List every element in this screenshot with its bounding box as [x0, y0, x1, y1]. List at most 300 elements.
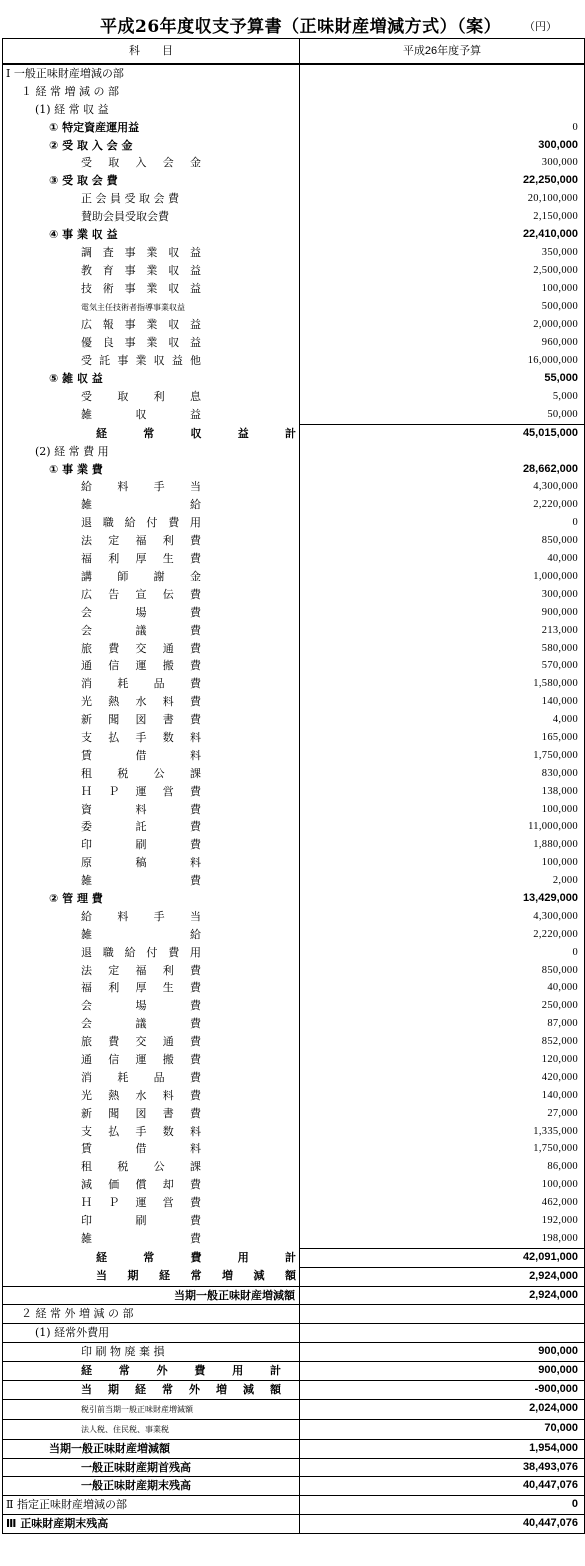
row-amount: 960,000	[300, 334, 585, 352]
table-row	[3, 443, 585, 461]
row-amount: 2,220,000	[300, 496, 585, 514]
row-label-text: 原稿料	[81, 856, 201, 870]
table-row	[3, 872, 585, 890]
row-label	[3, 872, 300, 890]
row-label	[3, 568, 300, 586]
row-amount: 900,000	[300, 1362, 585, 1381]
table-row	[3, 1051, 585, 1069]
row-amount: 28,662,000	[300, 461, 585, 479]
row-label	[3, 1015, 300, 1033]
row-amount: 2,150,000	[300, 208, 585, 226]
row-amount: 2,924,000	[300, 1267, 585, 1286]
row-label-text: 消耗品費	[81, 1070, 201, 1084]
row-amount: 55,000	[300, 370, 585, 388]
row-label-text: 当期一般正味財産増減額	[174, 1288, 295, 1302]
table-row	[3, 657, 585, 675]
table-row	[3, 729, 585, 747]
row-label	[3, 1105, 300, 1123]
table-row	[3, 208, 585, 226]
row-label	[3, 550, 300, 568]
row-amount: 300,000	[300, 586, 585, 604]
row-label-text: 旅費交通費	[81, 641, 201, 655]
row-label	[3, 783, 300, 801]
row-amount: 1,750,000	[300, 747, 585, 765]
row-label-text: 一般正味財産期首残高	[81, 1460, 191, 1474]
row-label	[3, 1051, 300, 1069]
table-row	[3, 1439, 585, 1458]
row-label	[3, 1176, 300, 1194]
table-row	[3, 1015, 585, 1033]
row-label-text: 技術事業収益	[81, 281, 201, 295]
row-label	[3, 172, 300, 190]
table-row	[3, 298, 585, 317]
row-amount: 0	[300, 119, 585, 137]
row-label-text: 正 会 員 受 取 会 費	[81, 192, 179, 206]
row-amount: 50,000	[300, 406, 585, 424]
table-row	[3, 944, 585, 962]
row-label	[3, 496, 300, 514]
row-amount: 300,000	[300, 137, 585, 155]
row-amount: 20,100,000	[300, 190, 585, 208]
row-amount: 1,580,000	[300, 675, 585, 693]
table-body	[3, 64, 585, 1534]
row-amount: 850,000	[300, 532, 585, 550]
row-label	[3, 388, 300, 406]
row-label	[3, 1496, 300, 1515]
table-row	[3, 1140, 585, 1158]
row-label	[3, 675, 300, 693]
row-label-text: 受取利息	[81, 390, 201, 404]
row-amount: 87,000	[300, 1015, 585, 1033]
table-row	[3, 908, 585, 926]
row-label-text: 広報事業収益	[81, 318, 201, 332]
row-label-text: 一般正味財産期末残高	[81, 1479, 191, 1493]
table-row	[3, 1381, 585, 1400]
row-label-text: 雑給	[81, 498, 201, 512]
row-label-text: 光熱水料費	[81, 1088, 201, 1102]
row-amount: 42,091,000	[300, 1248, 585, 1267]
table-header-row	[3, 39, 585, 65]
table-row	[3, 604, 585, 622]
row-label	[3, 1477, 300, 1496]
row-label-text: 当期一般正味財産増減額	[49, 1441, 170, 1455]
row-amount: -900,000	[300, 1381, 585, 1400]
row-label	[3, 1324, 300, 1343]
row-label-text: (1) 経常外費用	[35, 1326, 110, 1340]
row-amount: 16,000,000	[300, 352, 585, 370]
row-amount: 350,000	[300, 244, 585, 262]
row-label	[3, 711, 300, 729]
row-label-text: ② 管 理 費	[49, 891, 103, 905]
row-amount: 0	[300, 1496, 585, 1515]
row-label	[3, 818, 300, 836]
row-label-text: ① 特定資産運用益	[49, 120, 140, 134]
row-label-text: 雑費	[81, 1232, 201, 1246]
row-label	[3, 1399, 300, 1419]
row-amount: 2,000	[300, 872, 585, 890]
row-label-text: 講師謝金	[81, 569, 201, 583]
row-label-text: 資料費	[81, 802, 201, 816]
row-label-text: 減価償却費	[81, 1178, 201, 1192]
row-amount: 1,000,000	[300, 568, 585, 586]
row-label-text: ② 受 取 入 会 金	[49, 138, 133, 152]
row-label	[3, 1212, 300, 1230]
table-row	[3, 1248, 585, 1267]
row-amount: 38,493,076	[300, 1458, 585, 1477]
table-row	[3, 226, 585, 244]
row-label-text: 支払手数料	[81, 730, 201, 744]
row-amount: 1,750,000	[300, 1140, 585, 1158]
row-amount: 2,220,000	[300, 926, 585, 944]
row-label	[3, 514, 300, 532]
row-amount: 0	[300, 514, 585, 532]
row-amount: 2,924,000	[300, 1286, 585, 1305]
row-amount: 830,000	[300, 765, 585, 783]
row-amount: 120,000	[300, 1051, 585, 1069]
row-amount	[300, 443, 585, 461]
row-amount: 420,000	[300, 1069, 585, 1087]
row-amount	[300, 83, 585, 101]
table-row	[3, 1069, 585, 1087]
row-label	[3, 1458, 300, 1477]
row-label-text: 会場費	[81, 605, 201, 619]
row-label-text: １ 経 常 増 減 の 部	[21, 84, 119, 98]
row-label	[3, 443, 300, 461]
row-label-text: 通信運搬費	[81, 659, 201, 673]
row-amount: 40,000	[300, 550, 585, 568]
row-amount: 1,880,000	[300, 836, 585, 854]
row-label-text: ２ 経 常 外 増 減 の 部	[21, 1307, 134, 1321]
row-amount: 5,000	[300, 388, 585, 406]
row-amount: 100,000	[300, 801, 585, 819]
unit-label: （円）	[524, 20, 557, 33]
table-row	[3, 1212, 585, 1230]
row-label	[3, 1362, 300, 1381]
row-label-text: 給料手当	[81, 909, 201, 923]
row-label	[3, 1123, 300, 1141]
row-label-text: 経常収益計	[96, 426, 296, 440]
row-label-text: Ⅲ 正味財産期末残高	[6, 1517, 109, 1531]
table-row	[3, 424, 585, 442]
row-label-text: 受取入会金	[81, 156, 201, 170]
table-row	[3, 854, 585, 872]
row-label-text: 電気主任技術者指導事業収益	[81, 302, 185, 312]
row-amount	[300, 1324, 585, 1343]
table-row	[3, 1324, 585, 1343]
table-row	[3, 334, 585, 352]
row-label-text: ⑤ 雑 収 益	[49, 372, 103, 386]
row-label-text: 新聞図書費	[81, 713, 201, 727]
row-label	[3, 424, 300, 442]
document-title-bar	[0, 10, 585, 38]
table-row	[3, 1477, 585, 1496]
table-row	[3, 622, 585, 640]
row-label-text: 印 刷 物 廃 棄 損	[81, 1345, 165, 1359]
row-label	[3, 226, 300, 244]
row-label-text: 法定福利費	[81, 963, 201, 977]
table-row	[3, 711, 585, 729]
row-amount: 40,447,076	[300, 1515, 585, 1534]
table-row	[3, 675, 585, 693]
row-label	[3, 280, 300, 298]
row-label	[3, 1087, 300, 1105]
row-label	[3, 1069, 300, 1087]
row-label	[3, 962, 300, 980]
table-row	[3, 532, 585, 550]
row-label	[3, 1267, 300, 1286]
row-label	[3, 1194, 300, 1212]
row-label	[3, 101, 300, 119]
row-label	[3, 244, 300, 262]
table-row	[3, 1286, 585, 1305]
row-amount: 250,000	[300, 997, 585, 1015]
row-amount: 27,000	[300, 1105, 585, 1123]
row-label	[3, 622, 300, 640]
table-row	[3, 1515, 585, 1534]
row-label-text: 会場費	[81, 999, 201, 1013]
row-label-text: 当期経常外増減額	[81, 1383, 281, 1397]
column-header-budget: 平成26年度予算	[300, 39, 585, 65]
row-label	[3, 908, 300, 926]
table-row	[3, 1343, 585, 1362]
row-label-text: 光熱水料費	[81, 695, 201, 709]
table-row	[3, 316, 585, 334]
row-amount: 2,024,000	[300, 1399, 585, 1419]
row-label	[3, 154, 300, 172]
row-label-text: 法人税、住民税、事業税	[81, 1424, 169, 1434]
row-label-text: 教育事業収益	[81, 263, 201, 277]
row-label-text: ③ 受 取 会 費	[49, 174, 118, 188]
row-amount: 900,000	[300, 1343, 585, 1362]
row-amount: 100,000	[300, 854, 585, 872]
row-label-text: 会議費	[81, 623, 201, 637]
row-label-text: 雑収益	[81, 408, 201, 422]
table-row	[3, 352, 585, 370]
row-amount: 140,000	[300, 693, 585, 711]
table-row	[3, 244, 585, 262]
table-row	[3, 1399, 585, 1419]
budget-table	[2, 38, 585, 1534]
table-row	[3, 765, 585, 783]
table-row	[3, 836, 585, 854]
row-label	[3, 532, 300, 550]
row-amount: 213,000	[300, 622, 585, 640]
row-amount	[300, 64, 585, 83]
row-label	[3, 352, 300, 370]
table-row	[3, 172, 585, 190]
row-label-text: 給料手当	[81, 480, 201, 494]
row-label	[3, 370, 300, 388]
row-label-text: 旅費交通費	[81, 1035, 201, 1049]
row-amount: 100,000	[300, 280, 585, 298]
table-row	[3, 550, 585, 568]
table-row	[3, 101, 585, 119]
row-label-text: (1) 経 常 収 益	[35, 102, 109, 116]
row-amount: 852,000	[300, 1033, 585, 1051]
row-amount: 900,000	[300, 604, 585, 622]
row-label-text: 経常外費用計	[81, 1364, 281, 1378]
row-label	[3, 1305, 300, 1324]
row-amount: 100,000	[300, 1176, 585, 1194]
table-row	[3, 1305, 585, 1324]
table-row	[3, 640, 585, 658]
row-amount: 22,250,000	[300, 172, 585, 190]
row-amount: 11,000,000	[300, 818, 585, 836]
row-label-text: 優良事業収益	[81, 336, 201, 350]
row-amount: 138,000	[300, 783, 585, 801]
row-label	[3, 334, 300, 352]
table-row	[3, 926, 585, 944]
table-row	[3, 370, 585, 388]
row-label	[3, 1248, 300, 1267]
row-label-text: 賃借料	[81, 748, 201, 762]
row-label-text: Ⅱ 指定正味財産増減の部	[6, 1498, 127, 1512]
table-row	[3, 997, 585, 1015]
row-label	[3, 801, 300, 819]
row-amount: 13,429,000	[300, 890, 585, 908]
row-label	[3, 693, 300, 711]
row-label	[3, 119, 300, 137]
table-row	[3, 514, 585, 532]
row-label-text: 調査事業収益	[81, 245, 201, 259]
row-label	[3, 747, 300, 765]
row-label-text: 印刷費	[81, 1214, 201, 1227]
table-row	[3, 693, 585, 711]
row-label	[3, 1419, 300, 1439]
row-label	[3, 262, 300, 280]
table-row	[3, 154, 585, 172]
table-row	[3, 1267, 585, 1286]
row-label	[3, 298, 300, 317]
table-row	[3, 262, 585, 280]
table-row	[3, 1033, 585, 1051]
table-row	[3, 586, 585, 604]
row-label	[3, 1286, 300, 1305]
table-row	[3, 1123, 585, 1141]
row-label	[3, 1230, 300, 1248]
row-label	[3, 1515, 300, 1534]
row-label	[3, 1381, 300, 1400]
row-label-text: ＨＰ運営費	[81, 784, 201, 798]
row-label-text: ① 事 業 費	[49, 462, 103, 476]
row-label	[3, 657, 300, 675]
table-row	[3, 461, 585, 479]
row-label	[3, 406, 300, 424]
row-label-text: 印刷費	[81, 838, 201, 852]
row-label	[3, 836, 300, 854]
row-amount: 165,000	[300, 729, 585, 747]
row-amount: 0	[300, 944, 585, 962]
row-amount: 850,000	[300, 962, 585, 980]
row-amount: 45,015,000	[300, 424, 585, 442]
row-amount: 500,000	[300, 298, 585, 317]
row-label	[3, 604, 300, 622]
table-row	[3, 783, 585, 801]
table-row	[3, 280, 585, 298]
table-row	[3, 568, 585, 586]
row-label	[3, 586, 300, 604]
row-label	[3, 729, 300, 747]
table-row	[3, 1158, 585, 1176]
row-label	[3, 765, 300, 783]
row-label-text: 雑費	[81, 874, 201, 888]
row-label-text: 新聞図書費	[81, 1106, 201, 1120]
row-amount	[300, 101, 585, 119]
row-label	[3, 64, 300, 83]
row-label	[3, 890, 300, 908]
row-label	[3, 478, 300, 496]
row-label-text: 租税公課	[81, 1160, 201, 1174]
row-label	[3, 944, 300, 962]
document-title: 平成26年度収支予算書（正味財産増減方式）（案）	[100, 17, 502, 37]
row-label	[3, 1343, 300, 1362]
row-amount	[300, 1305, 585, 1324]
row-amount: 4,300,000	[300, 908, 585, 926]
row-label-text: ＨＰ運営費	[81, 1196, 201, 1210]
row-amount: 2,500,000	[300, 262, 585, 280]
row-label-text: 退職給付費用	[81, 516, 201, 530]
table-row	[3, 1176, 585, 1194]
row-label-text: 広告宣伝費	[81, 587, 201, 601]
row-label	[3, 1439, 300, 1458]
row-amount: 1,954,000	[300, 1439, 585, 1458]
row-label	[3, 316, 300, 334]
row-amount: 70,000	[300, 1419, 585, 1439]
row-label	[3, 1158, 300, 1176]
table-row	[3, 496, 585, 514]
row-label-text: 法定福利費	[81, 534, 201, 548]
table-row	[3, 818, 585, 836]
table-row	[3, 1362, 585, 1381]
row-amount: 198,000	[300, 1230, 585, 1248]
row-label-text: 退職給付費用	[81, 945, 201, 959]
row-label	[3, 979, 300, 997]
row-amount: 4,300,000	[300, 478, 585, 496]
row-label	[3, 640, 300, 658]
row-amount: 2,000,000	[300, 316, 585, 334]
table-row	[3, 1458, 585, 1477]
row-label-text: 雑給	[81, 927, 201, 941]
table-row	[3, 406, 585, 424]
row-label	[3, 926, 300, 944]
table-row	[3, 83, 585, 101]
row-label	[3, 190, 300, 208]
table-row	[3, 1105, 585, 1123]
row-label-text: 消耗品費	[81, 677, 201, 691]
row-label-text: 賃借料	[81, 1142, 201, 1156]
table-row	[3, 979, 585, 997]
row-label	[3, 208, 300, 226]
table-row	[3, 64, 585, 83]
row-label	[3, 1033, 300, 1051]
row-label-text: 福利厚生費	[81, 981, 201, 995]
row-label-text: 経常費用計	[96, 1250, 296, 1264]
row-label	[3, 137, 300, 155]
row-label-text: 受託事業収益他	[81, 354, 201, 368]
table-row	[3, 119, 585, 137]
row-label-text: 福利厚生費	[81, 552, 201, 566]
row-amount: 140,000	[300, 1087, 585, 1105]
row-label-text: 会議費	[81, 1017, 201, 1031]
table-row	[3, 388, 585, 406]
row-label	[3, 997, 300, 1015]
row-amount: 40,000	[300, 979, 585, 997]
table-row	[3, 801, 585, 819]
table-row	[3, 1419, 585, 1439]
row-amount: 580,000	[300, 640, 585, 658]
table-row	[3, 1194, 585, 1212]
row-amount: 570,000	[300, 657, 585, 675]
